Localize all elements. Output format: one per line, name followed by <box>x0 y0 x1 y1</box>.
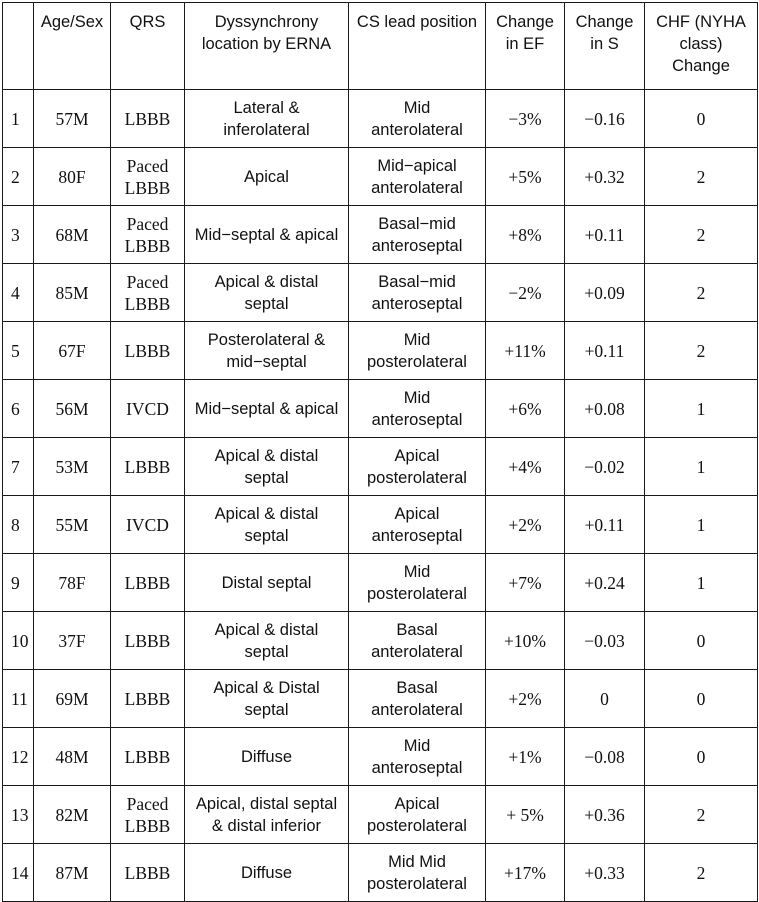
cell-cs-lead-line: anterolateral <box>371 178 463 197</box>
cell-qrs-line: LBBB <box>124 177 171 198</box>
cell-num: 4 <box>3 264 34 322</box>
header-chf-line: Change <box>672 57 730 75</box>
cell-change-s: +0.32 <box>565 148 645 206</box>
cell-age-sex: 57M <box>34 90 111 148</box>
cell-dyssynchrony-line: Lateral & <box>233 98 300 117</box>
cell-cs-lead-line: Mid <box>403 330 431 349</box>
cell-dyssynchrony-line: Mid−septal & apical <box>194 399 339 418</box>
cell-chf: 1 <box>645 438 758 496</box>
cell-num: 10 <box>3 612 34 670</box>
cell-cs-lead-line: Apical <box>394 446 440 465</box>
cell-chf: 0 <box>645 670 758 728</box>
cell-dyssynchrony <box>185 670 349 728</box>
cell-dyssynchrony <box>185 554 349 612</box>
cell-dyssynchrony-line: Mid−septal & apical <box>194 225 339 244</box>
cell-dyssynchrony <box>185 438 349 496</box>
cell-num: 11 <box>3 670 34 728</box>
cell-num: 12 <box>3 728 34 786</box>
cell-dyssynchrony <box>185 148 349 206</box>
cell-dyssynchrony <box>185 728 349 786</box>
cell-dyssynchrony-line: Apical <box>244 167 289 186</box>
cell-num: 2 <box>3 148 34 206</box>
cell-qrs <box>111 206 185 264</box>
table-row <box>3 322 758 380</box>
cell-qrs-line: LBBB <box>124 630 171 651</box>
cell-qrs-line: IVCD <box>126 514 169 535</box>
cell-dyssynchrony-line: Diffuse <box>240 863 293 882</box>
cell-qrs-line: LBBB <box>124 235 171 256</box>
cell-qrs <box>111 612 185 670</box>
table-row <box>3 554 758 612</box>
results-table <box>2 2 758 902</box>
cell-change-ef: +11% <box>486 322 565 380</box>
cell-cs-lead <box>349 728 486 786</box>
header-dyssynchrony <box>185 3 349 90</box>
header-dyssynchrony-line: Dyssynchrony <box>214 13 319 31</box>
header-num <box>3 3 34 90</box>
table-row <box>3 206 758 264</box>
cell-change-s: 0 <box>565 670 645 728</box>
cell-dyssynchrony-line: mid−septal <box>226 352 307 371</box>
cell-num: 6 <box>3 380 34 438</box>
cell-change-ef: +17% <box>486 844 565 902</box>
cell-num: 13 <box>3 786 34 844</box>
cell-num: 3 <box>3 206 34 264</box>
header-chf-line: CHF (NYHA <box>656 13 746 31</box>
cell-cs-lead-line: Apical <box>394 504 440 523</box>
cell-age-sex: 69M <box>34 670 111 728</box>
cell-dyssynchrony <box>185 206 349 264</box>
cell-qrs-line: LBBB <box>124 746 171 767</box>
cell-cs-lead-line: anteroseptal <box>371 236 463 255</box>
cell-change-s: +0.11 <box>565 322 645 380</box>
cell-change-ef: +2% <box>486 670 565 728</box>
cell-cs-lead-line: anterolateral <box>371 120 463 139</box>
cell-cs-lead-line: anteroseptal <box>371 410 463 429</box>
cell-dyssynchrony-line: inferolateral <box>223 120 310 139</box>
cell-change-s: −0.16 <box>565 90 645 148</box>
cell-cs-lead <box>349 264 486 322</box>
cell-qrs-line: Paced <box>126 155 169 176</box>
cell-cs-lead-line: Mid <box>403 98 431 117</box>
cell-dyssynchrony <box>185 496 349 554</box>
cell-change-ef: +5% <box>486 148 565 206</box>
cell-qrs-line: LBBB <box>124 815 171 836</box>
cell-cs-lead-line: posterolateral <box>367 874 467 893</box>
cell-qrs-line: Paced <box>126 793 169 814</box>
cell-cs-lead-line: Mid <box>403 736 431 755</box>
cell-cs-lead-line: Mid Mid <box>388 852 446 871</box>
cell-dyssynchrony <box>185 612 349 670</box>
cell-qrs <box>111 264 185 322</box>
cell-dyssynchrony <box>185 90 349 148</box>
cell-cs-lead-line: Basal−mid <box>378 272 456 291</box>
cell-dyssynchrony <box>185 380 349 438</box>
cell-qrs <box>111 786 185 844</box>
cell-age-sex: 37F <box>34 612 111 670</box>
cell-cs-lead <box>349 322 486 380</box>
cell-dyssynchrony-line: septal <box>244 294 289 313</box>
cell-qrs-line: LBBB <box>124 340 171 361</box>
cell-dyssynchrony-line: Apical & distal <box>214 504 319 523</box>
cell-qrs <box>111 90 185 148</box>
cell-chf: 0 <box>645 728 758 786</box>
table-row <box>3 786 758 844</box>
cell-num: 7 <box>3 438 34 496</box>
cell-dyssynchrony-line: septal <box>244 526 289 545</box>
cell-age-sex: 85M <box>34 264 111 322</box>
cell-change-s: +0.08 <box>565 380 645 438</box>
cell-cs-lead-line: Mid <box>403 388 431 407</box>
cell-age-sex: 56M <box>34 380 111 438</box>
cell-cs-lead <box>349 496 486 554</box>
cell-cs-lead-line: anteroseptal <box>371 526 463 545</box>
cell-change-s: −0.02 <box>565 438 645 496</box>
cell-num: 8 <box>3 496 34 554</box>
cell-qrs <box>111 380 185 438</box>
cell-qrs <box>111 554 185 612</box>
cell-dyssynchrony <box>185 264 349 322</box>
cell-dyssynchrony-line: septal <box>244 700 289 719</box>
table-row <box>3 90 758 148</box>
header-chf <box>645 3 758 90</box>
cell-cs-lead-line: posterolateral <box>367 468 467 487</box>
cell-chf: 0 <box>645 612 758 670</box>
table-row <box>3 844 758 902</box>
cell-change-ef: +7% <box>486 554 565 612</box>
cell-cs-lead <box>349 438 486 496</box>
header-age-sex: Age/Sex <box>34 3 111 90</box>
cell-change-s: +0.33 <box>565 844 645 902</box>
cell-cs-lead-line: Apical <box>394 794 440 813</box>
header-change-ef-line: Change <box>496 13 554 31</box>
cell-dyssynchrony-line: Apical & distal <box>214 272 319 291</box>
cell-qrs <box>111 322 185 380</box>
cell-chf: 0 <box>645 90 758 148</box>
cell-cs-lead <box>349 206 486 264</box>
cell-age-sex: 48M <box>34 728 111 786</box>
table-row <box>3 380 758 438</box>
header-dyssynchrony-line: location by ERNA <box>201 35 332 53</box>
cell-num: 5 <box>3 322 34 380</box>
cell-qrs-line: LBBB <box>124 108 171 129</box>
cell-num: 9 <box>3 554 34 612</box>
table-row <box>3 264 758 322</box>
cell-qrs-line: IVCD <box>126 398 169 419</box>
cell-qrs <box>111 438 185 496</box>
cell-cs-lead <box>349 670 486 728</box>
cell-chf: 1 <box>645 554 758 612</box>
cell-dyssynchrony-line: Apical, distal septal <box>195 794 338 813</box>
cell-cs-lead-line: anteroseptal <box>371 294 463 313</box>
cell-dyssynchrony-line: septal <box>244 642 289 661</box>
cell-cs-lead-line: Mid−apical <box>377 156 457 175</box>
cell-cs-lead <box>349 786 486 844</box>
cell-qrs <box>111 844 185 902</box>
cell-age-sex: 80F <box>34 148 111 206</box>
cell-change-ef: +2% <box>486 496 565 554</box>
cell-dyssynchrony <box>185 844 349 902</box>
cell-cs-lead <box>349 90 486 148</box>
cell-change-s: +0.36 <box>565 786 645 844</box>
header-change-ef-line: in EF <box>505 35 545 53</box>
table-row <box>3 728 758 786</box>
header-qrs: QRS <box>111 3 185 90</box>
cell-dyssynchrony-line: Posterolateral & <box>207 330 326 349</box>
cell-cs-lead <box>349 612 486 670</box>
cell-change-ef: +1% <box>486 728 565 786</box>
cell-dyssynchrony <box>185 322 349 380</box>
cell-qrs <box>111 670 185 728</box>
cell-change-s: +0.11 <box>565 496 645 554</box>
header-row <box>3 3 758 90</box>
cell-qrs <box>111 728 185 786</box>
cell-cs-lead-line: Mid <box>403 562 431 581</box>
table-body <box>3 90 758 902</box>
cell-cs-lead-line: posterolateral <box>367 816 467 835</box>
cell-cs-lead <box>349 554 486 612</box>
cell-dyssynchrony <box>185 786 349 844</box>
cell-cs-lead-line: posterolateral <box>367 584 467 603</box>
header-change-ef <box>486 3 565 90</box>
cell-cs-lead <box>349 844 486 902</box>
cell-change-s: −0.08 <box>565 728 645 786</box>
cell-cs-lead <box>349 148 486 206</box>
cell-change-ef: +4% <box>486 438 565 496</box>
header-chf-line: class) <box>679 35 723 53</box>
cell-qrs-line: LBBB <box>124 862 171 883</box>
cell-age-sex: 55M <box>34 496 111 554</box>
header-change-s <box>565 3 645 90</box>
cell-change-s: +0.24 <box>565 554 645 612</box>
cell-age-sex: 68M <box>34 206 111 264</box>
cell-dyssynchrony-line: septal <box>244 468 289 487</box>
cell-cs-lead-line: Basal <box>396 678 438 697</box>
header-cs-lead: CS lead position <box>349 3 486 90</box>
table-row <box>3 438 758 496</box>
cell-num: 14 <box>3 844 34 902</box>
cell-cs-lead-line: anteroseptal <box>371 758 463 777</box>
header-change-s-line: Change <box>575 13 634 31</box>
cell-dyssynchrony-line: Distal septal <box>221 573 312 592</box>
cell-age-sex: 67F <box>34 322 111 380</box>
cell-age-sex: 82M <box>34 786 111 844</box>
cell-chf: 2 <box>645 148 758 206</box>
cell-age-sex: 78F <box>34 554 111 612</box>
cell-change-ef: + 5% <box>486 786 565 844</box>
cell-qrs <box>111 148 185 206</box>
cell-dyssynchrony-line: & distal inferior <box>211 816 322 835</box>
cell-change-ef: −2% <box>486 264 565 322</box>
cell-chf: 2 <box>645 322 758 380</box>
cell-change-s: −0.03 <box>565 612 645 670</box>
cell-qrs-line: LBBB <box>124 688 171 709</box>
cell-cs-lead <box>349 380 486 438</box>
cell-age-sex: 87M <box>34 844 111 902</box>
cell-qrs-line: LBBB <box>124 456 171 477</box>
cell-chf: 2 <box>645 264 758 322</box>
cell-dyssynchrony-line: Apical & distal <box>214 620 319 639</box>
cell-qrs-line: LBBB <box>124 572 171 593</box>
cell-change-s: +0.11 <box>565 206 645 264</box>
cell-chf: 2 <box>645 206 758 264</box>
table-row <box>3 612 758 670</box>
table-row <box>3 148 758 206</box>
cell-change-ef: −3% <box>486 90 565 148</box>
cell-dyssynchrony-line: Apical & distal <box>214 446 319 465</box>
cell-cs-lead-line: anterolateral <box>371 700 463 719</box>
cell-qrs <box>111 496 185 554</box>
cell-change-ef: +8% <box>486 206 565 264</box>
cell-change-ef: +10% <box>486 612 565 670</box>
cell-cs-lead-line: Basal−mid <box>378 214 456 233</box>
cell-cs-lead-line: posterolateral <box>367 352 467 371</box>
cell-change-ef: +6% <box>486 380 565 438</box>
cell-qrs-line: Paced <box>126 213 169 234</box>
cell-change-s: +0.09 <box>565 264 645 322</box>
cell-num: 1 <box>3 90 34 148</box>
cell-chf: 2 <box>645 844 758 902</box>
cell-chf: 1 <box>645 496 758 554</box>
cell-cs-lead-line: Basal <box>396 620 438 639</box>
cell-dyssynchrony-line: Diffuse <box>240 747 293 766</box>
table-row <box>3 496 758 554</box>
cell-cs-lead-line: anterolateral <box>371 642 463 661</box>
table-row <box>3 670 758 728</box>
header-change-s-line: in S <box>590 35 619 53</box>
cell-chf: 1 <box>645 380 758 438</box>
cell-qrs-line: Paced <box>126 271 169 292</box>
cell-dyssynchrony-line: Apical & Distal <box>213 678 320 697</box>
cell-chf: 2 <box>645 786 758 844</box>
cell-qrs-line: LBBB <box>124 293 171 314</box>
cell-age-sex: 53M <box>34 438 111 496</box>
